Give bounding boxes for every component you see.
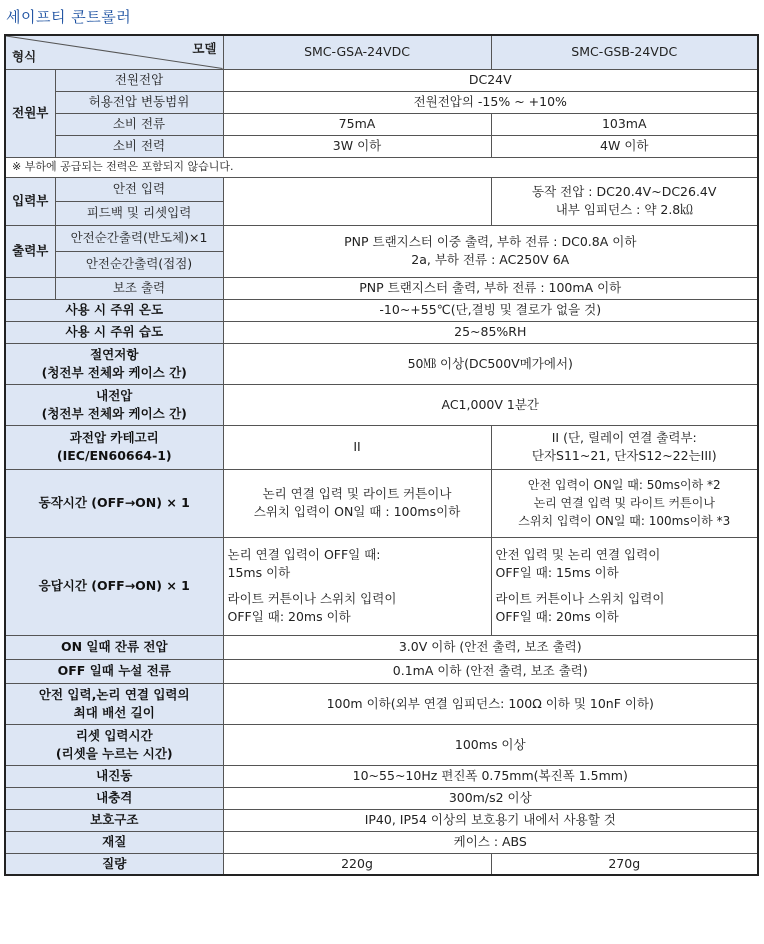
withstand-label: [5, 384, 223, 425]
vibration-label: 내진동: [5, 765, 223, 787]
response-time-label: 응답시간 (OFF→ON) × 1: [5, 537, 223, 635]
aux-output-value: PNP 트랜지스터 출력, 부하 전류 : 100mA 이하: [223, 277, 758, 299]
shock-label: 내충격: [5, 787, 223, 809]
temp-label: 사용 시 주위 온도: [5, 299, 223, 321]
feedback-input-label: 피드백 및 리셋입력: [55, 201, 223, 225]
weight-b: 270g: [491, 853, 758, 875]
response-time-a-line3: 라이트 커튼이나 스위치 입력이: [227, 591, 397, 606]
note-text: ※ 부하에 공급되는 전력은 포함되지 않습니다.: [5, 157, 758, 177]
overvoltage-a: II: [223, 425, 491, 469]
output-spec-line2: 2a, 부하 전류 : AC250V 6A: [411, 252, 570, 267]
wiring-length-label-line1: 안전 입력,논리 연결 입력의: [38, 686, 190, 702]
power-group-label: 전원부: [5, 69, 55, 157]
withstand-value: AC1,000V 1분간: [223, 384, 758, 425]
response-time-a: [223, 537, 491, 635]
spec-table-container: [4, 34, 757, 876]
overvoltage-label: [5, 425, 223, 469]
operate-time-b-line1: 안전 입력이 ON일 때: 50ms이하 *2: [527, 478, 721, 492]
input-spec-b-line1: 동작 전압 : DC20.4V~DC26.4V: [532, 184, 717, 199]
operate-time-a-line1: 논리 연결 입력 및 라이트 커튼이나: [262, 486, 452, 501]
voltage-value: DC24V: [223, 69, 758, 91]
weight-a: 220g: [223, 853, 491, 875]
diagonal-line-icon: [6, 36, 223, 69]
header-corner-cell: [5, 35, 223, 69]
response-time-a-line2: 15ms 이하: [227, 565, 291, 580]
shock-value: 300m/s2 이상: [223, 787, 758, 809]
vibration-value: 10~55~10Hz 편진폭 0.75mm(복진폭 1.5mm): [223, 765, 758, 787]
protection-label: 보호구조: [5, 809, 223, 831]
overvoltage-b-line1: II (단, 릴레이 연결 출력부:: [551, 430, 697, 445]
weight-label: 질량: [5, 853, 223, 875]
output-spec-line1: PNP 트랜지스터 이중 출력, 부하 전류 : DC0.8A 이하: [344, 234, 637, 249]
response-time-b: [491, 537, 758, 635]
page-title: 세이프티 콘트롤러: [6, 8, 132, 26]
response-time-a-line4: OFF일 때: 20ms 이하: [227, 609, 351, 624]
input-spec-b: [491, 177, 758, 225]
input-spec-b-line2: 내부 임피던스 : 약 2.8㏀: [555, 202, 693, 217]
input-group-label: 입력부: [5, 177, 55, 225]
wiring-length-value: 100m 이하(외부 연결 임피던스: 100Ω 이하 및 10nF 이하): [223, 683, 758, 724]
withstand-label-line2: (청전부 전체와 케이스 간): [41, 405, 187, 421]
temp-value: -10~+55℃(단,결빙 및 결로가 없을 것): [223, 299, 758, 321]
current-a: 75mA: [223, 113, 491, 135]
consumption-b: 4W 이하: [491, 135, 758, 157]
reset-time-label: [5, 724, 223, 765]
overvoltage-b-line2: 단자S11~21, 단자S12~22는III): [531, 448, 717, 463]
current-b: 103mA: [491, 113, 758, 135]
output-group-spacer: [5, 277, 55, 299]
leakage-current-label: OFF 일때 누설 전류: [5, 659, 223, 683]
range-value: 전원전압의 -15% ~ +10%: [223, 91, 758, 113]
response-time-b-line3: 라이트 커튼이나 스위치 입력이: [495, 591, 665, 606]
operate-time-a-line2: 스위치 입력이 ON일 때 : 100ms이하: [253, 504, 461, 519]
operate-time-a: [223, 469, 491, 537]
reset-time-label-line2: (리셋을 누르는 시간): [55, 745, 173, 761]
overvoltage-label-line1: 과전압 카테고리: [69, 430, 159, 445]
model-a-header: SMC-GSA-24VDC: [223, 35, 491, 69]
response-time-a-line1: 논리 연결 입력이 OFF일 때:: [227, 547, 381, 562]
contact-output-label: 안전순간출력(접점): [55, 251, 223, 277]
material-label: 재질: [5, 831, 223, 853]
response-time-b-line2: OFF일 때: 15ms 이하: [495, 565, 619, 580]
material-value: 케이스 : ABS: [223, 831, 758, 853]
consumption-label: 소비 전력: [55, 135, 223, 157]
aux-output-label: 보조 출력: [55, 277, 223, 299]
voltage-label: 전원전압: [55, 69, 223, 91]
model-b-header: SMC-GSB-24VDC: [491, 35, 758, 69]
insulation-value: 50㎆ 이상(DC500V메가에서): [223, 343, 758, 384]
output-group-label: 출력부: [5, 225, 55, 277]
operate-time-label: 동작시간 (OFF→ON) × 1: [5, 469, 223, 537]
semi-output-label: 안전순간출력(반도체)×1: [55, 225, 223, 251]
consumption-a: 3W 이하: [223, 135, 491, 157]
reset-time-label-line1: 리셋 입력시간: [75, 727, 153, 743]
response-time-b-line1: 안전 입력 및 논리 연결 입력이: [495, 547, 661, 562]
leakage-current-value: 0.1mA 이하 (안전 출력, 보조 출력): [223, 659, 758, 683]
response-time-b-line4: OFF일 때: 20ms 이하: [495, 609, 619, 624]
overvoltage-b: [491, 425, 758, 469]
insulation-label-line2: (청전부 전체와 케이스 간): [41, 364, 187, 380]
type-label: 형식: [12, 48, 37, 64]
overvoltage-label-line2: (IEC/EN60664-1): [56, 448, 172, 463]
model-label: 모델: [192, 41, 217, 56]
current-label: 소비 전류: [55, 113, 223, 135]
protection-value: IP40, IP54 이상의 보호용기 내에서 사용할 것: [223, 809, 758, 831]
wiring-length-label-line2: 최대 배선 길이: [73, 704, 155, 720]
withstand-label-line1: 내전압: [96, 387, 133, 403]
operate-time-b-line3: 스위치 입력이 ON일 때: 100ms이하 *3: [518, 514, 731, 528]
humid-value: 25~85%RH: [223, 321, 758, 343]
spec-table: [4, 34, 759, 876]
operate-time-b: [491, 469, 758, 537]
range-label: 허용전압 변동범위: [55, 91, 223, 113]
insulation-label-line1: 절연저항: [90, 346, 139, 362]
insulation-label: [5, 343, 223, 384]
output-spec: [223, 225, 758, 277]
reset-time-value: 100ms 이상: [223, 724, 758, 765]
residual-voltage-value: 3.0V 이하 (안전 출력, 보조 출력): [223, 635, 758, 659]
header-row: [5, 35, 758, 69]
wiring-length-label: [5, 683, 223, 724]
humid-label: 사용 시 주위 습도: [5, 321, 223, 343]
residual-voltage-label: ON 일때 잔류 전압: [5, 635, 223, 659]
safety-input-label: 안전 입력: [55, 177, 223, 201]
input-spec-a: [223, 177, 491, 225]
operate-time-b-line2: 논리 연결 입력 및 라이트 커튼이나: [533, 496, 715, 510]
